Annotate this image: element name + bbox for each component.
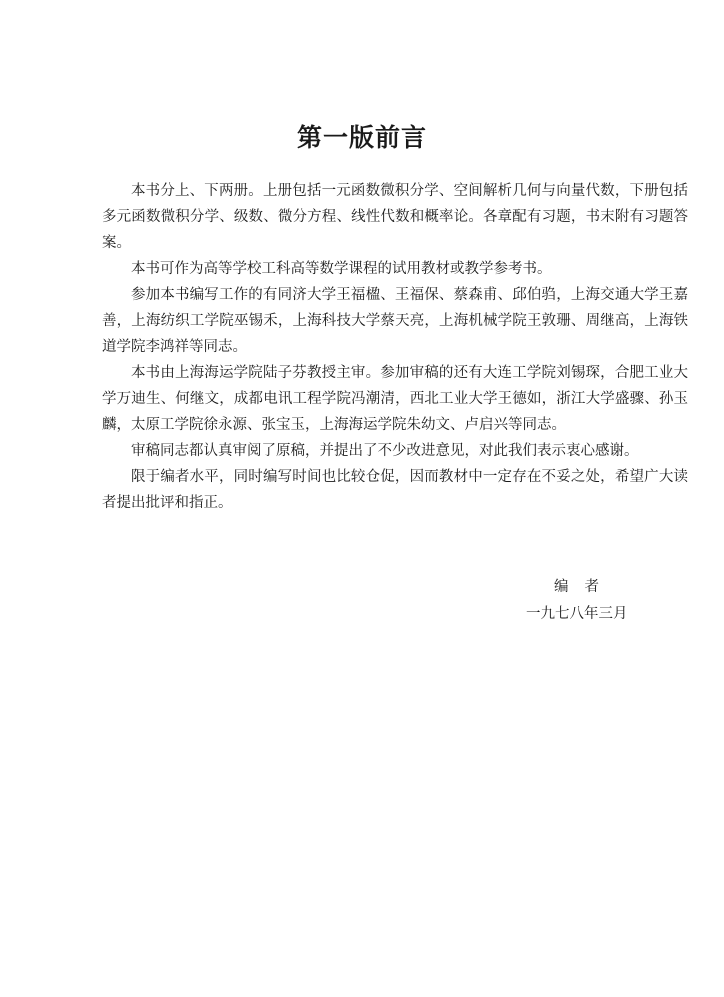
paragraph-1: 本书分上、下两册。上册包括一元函数微积分学、空间解析几何与向量代数，下册包括多元函数微积分学、级数、微分方程、线性代数和概率论。各章配有习题，书末附有习题答案。 [102,183,688,251]
paragraph-4: 本书由上海海运学院陆子芬教授主审。参加审稿的还有大连工学院刘锡琛，合肥工业大学万迪生、何继文，成都电讯工程学院冯潮清，西北工业大学王德如，浙江大学盛骤、孙玉麟，太原工学院徐永源、张宝玉，上海海运学院朱幼文、卢启兴等同志。 [102,365,688,433]
signature-editor: 编者 [554,579,615,595]
paragraph-3: 参加本书编写工作的有同济大学王福楹、王福保、蔡森甫、邱伯驺，上海交通大学王嘉善，上海纺织工学院巫锡禾，上海科技大学蔡天亮，上海机械学院王敦珊、周继高，上海铁道学院李鸿祥等同志。 [102,287,688,355]
page-title: 第一版前言 [296,123,427,152]
paragraph-6: 限于编者水平，同时编写时间也比较仓促，因而教材中一定存在不妥之处，希望广大读者提出批评和指正。 [102,469,688,511]
signature-date: 一九七八年三月 [526,606,628,622]
paragraph-5: 审稿同志都认真审阅了原稿，并提出了不少改进意见，对此我们表示衷心感谢。 [131,443,639,459]
paragraph-2: 本书可作为高等学校工科高等数学课程的试用教材或教学参考书。 [131,261,552,277]
signature-block [470,574,670,628]
preface-body [102,178,688,516]
